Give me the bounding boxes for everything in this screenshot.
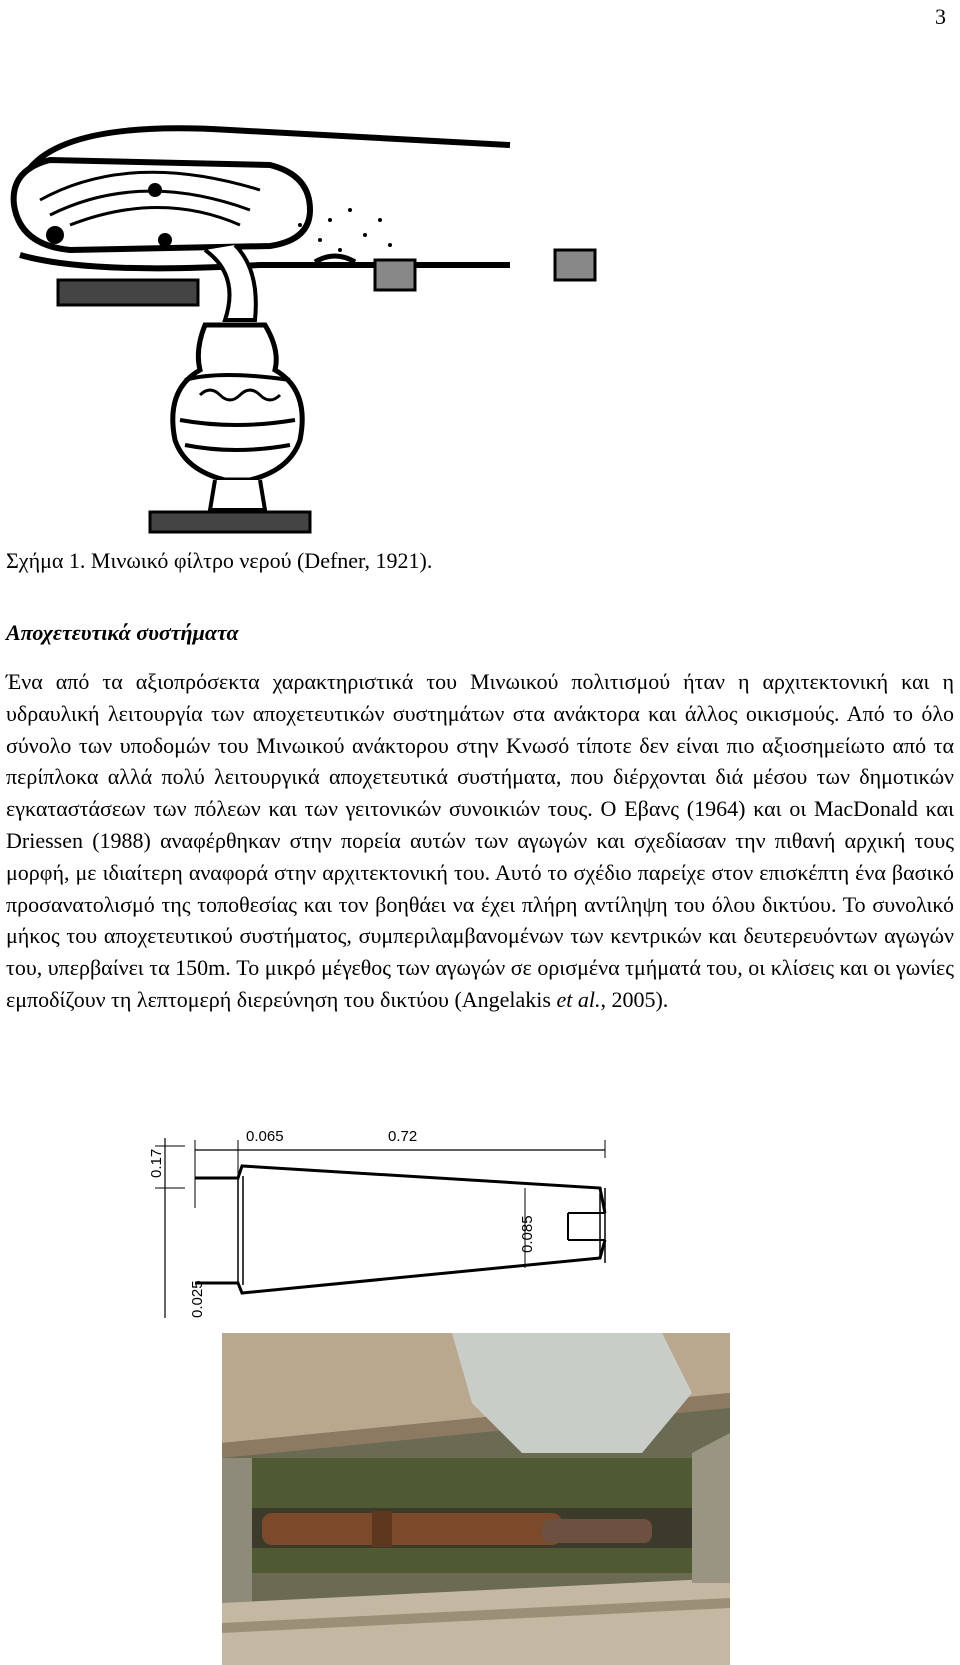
section-heading: Αποχετευτικά συστήματα [6,620,239,645]
dim-top-b: 0.72 [388,1128,418,1145]
pipe-section-diagram-icon [150,1118,670,1333]
minoan-water-filter-drawing-icon [10,50,510,535]
dim-left-height: 0.17 [148,1148,165,1178]
excavated-clay-pipe-photo-icon [222,1333,730,1665]
citation-tail: , 2005). [600,986,669,1012]
figure1-caption: Σχήμα 1. Μινωικό φίλτρο νερού (Defner, 1921). [6,548,433,573]
dim-inner-diameter: 0.085 [519,1215,536,1253]
page-number: 3 [935,4,946,29]
paragraph-text: Ένα από τα αξιοπρόσεκτα χαρακτηριστικά του Μινωικού πολιτισμού ήταν η αρχιτεκτονική και η υδραυλική λειτουργία των αποχετευτικών συστημάτων στα ανάκτορα και άλλος οικισμούς. Από το όλο σύνολο των υποδομών του Μινωικού ανάκτορου στην Κνωσό τίποτε δεν είναι πιο αξιοσημείωτο από τα περίπλοκα αλλά πολύ λειτουργικά αποχετευτικά συστήματα, που διέρχονται διά μέσου των δημοτικών εγκαταστάσεων των πόλεων και των γειτονικών συνοικιών τους. Ο Εβανς (1964) και οι MacDonald και Driessen (1988) αναφέρθηκαν στην πορεία αυτών των αγωγών και σχεδίασαν την πιθανή αρχική τους μορφή, με ιδιαίτερη αναφορά στην αρχιτεκτονική του. Αυτό το σχέδιο παρείχε στον επισκέπτη ένα βασικό προσανατολισμό της τοποθεσίας και τον βοηθάει να έχει πλήρη αντίληψη του όλου δικτύου. Το συνολικό μήκος του αποχετευτικού συστήματος, συμπεριλαμβανομένων των κεντρικών και δευτερευόντων αγωγών του, υπερβαίνει τα 150m. Το μικρό μέγεθος των αγωγών σε ορισμένα τμήματά του, οι κλίσεις και οι γωνίες εμποδίζουν τη λεπτομερή διερεύνηση του δικτύου (Angelakis [6,669,954,1012]
dim-wall: 0.025 [189,1280,206,1318]
citation-et-al: et al. [556,986,601,1012]
section-paragraph [6,666,954,1016]
dim-top-a: 0.065 [246,1128,284,1145]
